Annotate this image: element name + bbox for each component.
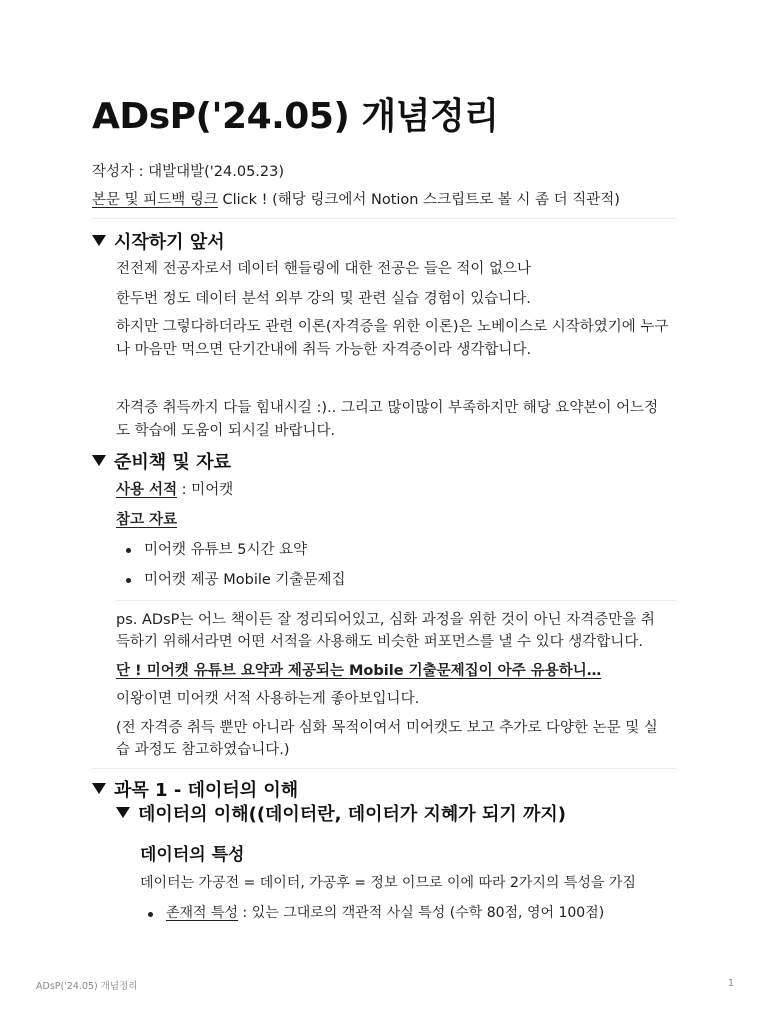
existence-desc: : 있는 그대로의 객관적 사실 특성 (수학 80점, 영어 100점) bbox=[238, 905, 605, 921]
toggle-heading-data-understanding[interactable] bbox=[116, 800, 566, 826]
existence-label: 존재적 특성 bbox=[166, 905, 239, 921]
intro-paragraph-3a: 하지만 그렇다하더라도 관련 이론(자격증을 위한 이론)은 노베이스로 시작하였기에 누구 bbox=[116, 319, 669, 335]
book-label: 사용 서적 bbox=[116, 482, 178, 498]
toggle-triangle-icon[interactable] bbox=[116, 807, 130, 818]
heading-text: 준비책 및 자료 bbox=[114, 452, 231, 473]
ref-item-1: 미어캣 유튜브 5시간 요약 bbox=[144, 542, 308, 558]
intro-paragraph-3b: 나 마음만 먹으면 단기간내에 취득 가능한 자격증이라 생각합니다. bbox=[116, 342, 532, 358]
emphasis-line: 단 ! 미어캣 유튜브 요약과 제공되는 Mobile 기출문제집이 아주 유용하니… bbox=[116, 663, 602, 679]
note-line-a: (전 자격증 취득 뿐만 아니라 심화 목적이여서 미어캣도 보고 추가로 다양한 논문 및 실 bbox=[116, 720, 658, 736]
ps-paragraph-b: 득하기 위해서라면 어떤 서적을 사용해도 비슷한 퍼포먼스를 낼 수 있다 생각합니다. bbox=[116, 634, 643, 650]
recommend-line: 이왕이면 미어캣 서적 사용하는게 좋아보입니다. bbox=[116, 691, 420, 707]
divider bbox=[116, 600, 676, 601]
intro-paragraph-4a: 자격증 취득까지 다들 힘내시길 :).. 그리고 많이많이 부족하지만 해당 요약본이 어느정 bbox=[116, 400, 659, 416]
bullet-icon bbox=[126, 578, 131, 583]
toggle-heading-intro[interactable] bbox=[92, 228, 225, 254]
toggle-triangle-icon[interactable] bbox=[92, 235, 106, 246]
ps-paragraph-a: ps. ADsP는 어느 책이든 잘 정리되어있고, 심화 과정을 위한 것이 아닌 자격증만을 취 bbox=[116, 612, 655, 628]
data-characteristics-heading: 데이터의 특성 bbox=[140, 845, 245, 865]
toggle-triangle-icon[interactable] bbox=[92, 455, 106, 466]
intro-paragraph-2: 한두번 정도 데이터 분석 외부 강의 및 관련 실습 경험이 있습니다. bbox=[116, 291, 531, 307]
feedback-link[interactable]: 본문 및 피드백 링크 bbox=[92, 192, 218, 208]
ref-item-2: 미어캣 제공 Mobile 기출문제집 bbox=[144, 572, 346, 588]
author-line: 작성자 : 대발대발('24.05.23) bbox=[92, 164, 285, 180]
divider bbox=[92, 218, 676, 219]
book-value: : 미어캣 bbox=[177, 482, 234, 498]
heading-text: 시작하기 앞서 bbox=[114, 232, 225, 253]
footer-page-number: 1 bbox=[728, 978, 735, 989]
toggle-heading-materials[interactable] bbox=[92, 448, 231, 474]
existence-characteristic-item bbox=[166, 901, 604, 925]
intro-paragraph-4b: 도 학습에 도움이 되시길 바랍니다. bbox=[116, 423, 336, 439]
heading-text: 데이터의 이해((데이터란, 데이터가 지혜가 되기 까지) bbox=[138, 804, 566, 825]
toggle-triangle-icon[interactable] bbox=[92, 783, 106, 794]
data-characteristics-desc: 데이터는 가공전 = 데이터, 가공후 = 정보 이므로 이에 따라 2가지의 특성을 가짐 bbox=[140, 875, 636, 891]
book-line bbox=[116, 478, 233, 502]
footer-title: ADsP('24.05) 개념정리 bbox=[36, 981, 138, 992]
bullet-icon bbox=[126, 548, 131, 553]
divider bbox=[92, 768, 676, 769]
toggle-heading-subject1[interactable] bbox=[92, 776, 298, 802]
heading-text: 과목 1 - 데이터의 이해 bbox=[114, 780, 299, 801]
page-title: ADsP('24.05) 개념정리 bbox=[92, 96, 499, 137]
intro-paragraph-1: 전전제 전공자로서 데이터 핸들링에 대한 전공은 들은 적이 없으나 bbox=[116, 261, 532, 277]
bullet-icon bbox=[148, 912, 153, 917]
link-line bbox=[92, 188, 620, 212]
note-line-b: 습 과정도 참고하였습니다.) bbox=[116, 742, 290, 758]
link-description: Click ! (해당 링크에서 Notion 스크립트로 볼 시 좀 더 직관적) bbox=[217, 192, 620, 208]
ref-label: 참고 자료 bbox=[116, 512, 178, 528]
